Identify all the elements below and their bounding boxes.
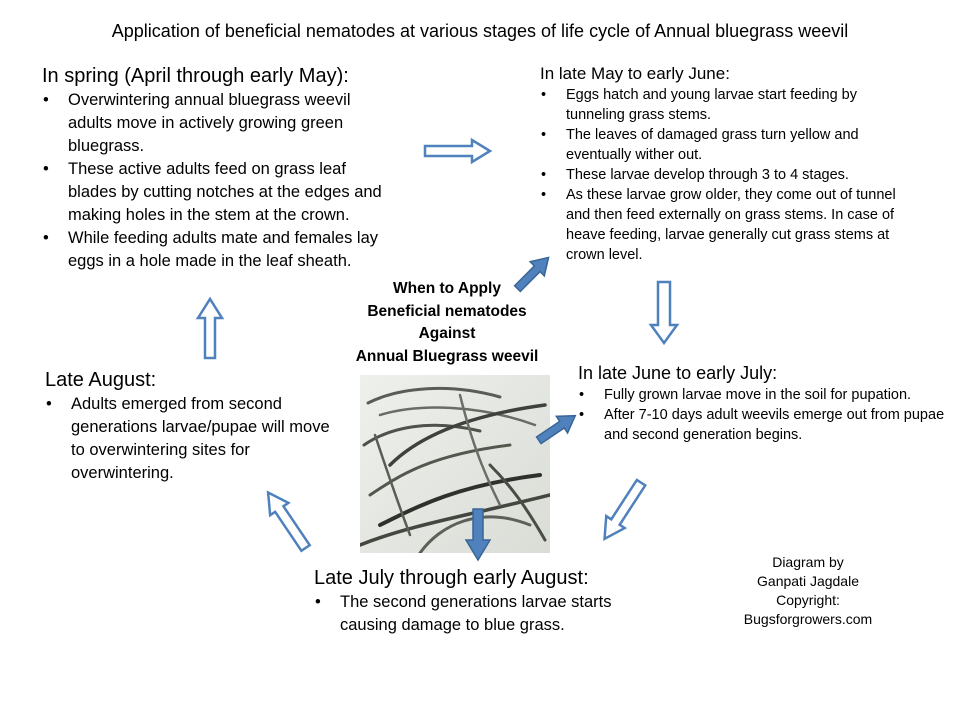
stage-late-may-bullet: • The leaves of damaged grass turn yellow and eventually wither out.: [540, 125, 910, 165]
arrow-may-to-june: [651, 282, 677, 343]
diagram-title: Application of beneficial nematodes at various stages of life cycle of Annual bluegrass weevil: [111, 21, 849, 41]
stage-late-july-bullet: • The second generations larvae starts causing damage to blue grass.: [314, 591, 644, 637]
center-label-line: When to Apply: [393, 280, 501, 297]
stage-late-july-heading: Late July through early August:: [314, 567, 589, 589]
arrow-july-to-august: [259, 486, 315, 554]
stage-spring-bullet: • These active adults feed on grass leaf blades by cutting notches at the edges and making holes in the stem at the crown.: [42, 158, 394, 227]
center-label-line: Against: [418, 325, 476, 342]
credit-line: Bugsforgrowers.com: [743, 611, 873, 627]
stage-late-august-bullet: • Adults emerged from second generations larvae/pupae will move to overwintering sites for overwintering.: [45, 393, 345, 485]
stage-late-may-bullet: • As these larvae grow older, they come out of tunnel and then feed externally on grass stems. In case of heave feeding, larvae generally cut grass stems at crown level.: [540, 185, 910, 265]
stage-late-june-bullet: • After 7-10 days adult weevils emerge out from pupae and second generation begins.: [578, 405, 953, 445]
stage-spring-bullet: • While feeding adults mate and females lay eggs in a hole made in the leaf sheath.: [42, 227, 394, 273]
solid-arrow-apply-july: [466, 509, 490, 560]
center-label-line: Beneficial nematodes: [367, 302, 527, 320]
stage-late-may-bullet: • Eggs hatch and young larvae start feeding by tunneling grass stems.: [540, 85, 910, 125]
stage-late-august-heading: Late August:: [45, 369, 157, 391]
stage-late-may-bullet: • These larvae develop through 3 to 4 stages.: [540, 165, 910, 185]
center-label-line: Annual Bluegrass weevil: [355, 347, 539, 365]
credit-line: Copyright:: [776, 592, 840, 608]
stage-late-june-heading: In late June to early July:: [578, 363, 778, 383]
arrow-june-to-july: [595, 477, 650, 545]
arrow-spring-to-may: [425, 140, 490, 162]
credit-line: Diagram by: [772, 554, 844, 570]
solid-arrow-apply-june: [533, 407, 581, 448]
stage-late-may-heading: In late May to early June:: [540, 64, 730, 83]
stage-spring-heading: In spring (April through early May):: [42, 65, 349, 87]
solid-arrow-apply-may: [510, 250, 555, 295]
stage-spring-bullet: • Overwintering annual bluegrass weevil adults move in actively growing green bluegrass.: [42, 89, 394, 158]
arrow-august-to-spring: [198, 299, 222, 358]
stage-late-june-bullet: • Fully grown larvae move in the soil for pupation.: [578, 385, 953, 405]
credit-line: Ganpati Jagdale: [757, 573, 859, 589]
